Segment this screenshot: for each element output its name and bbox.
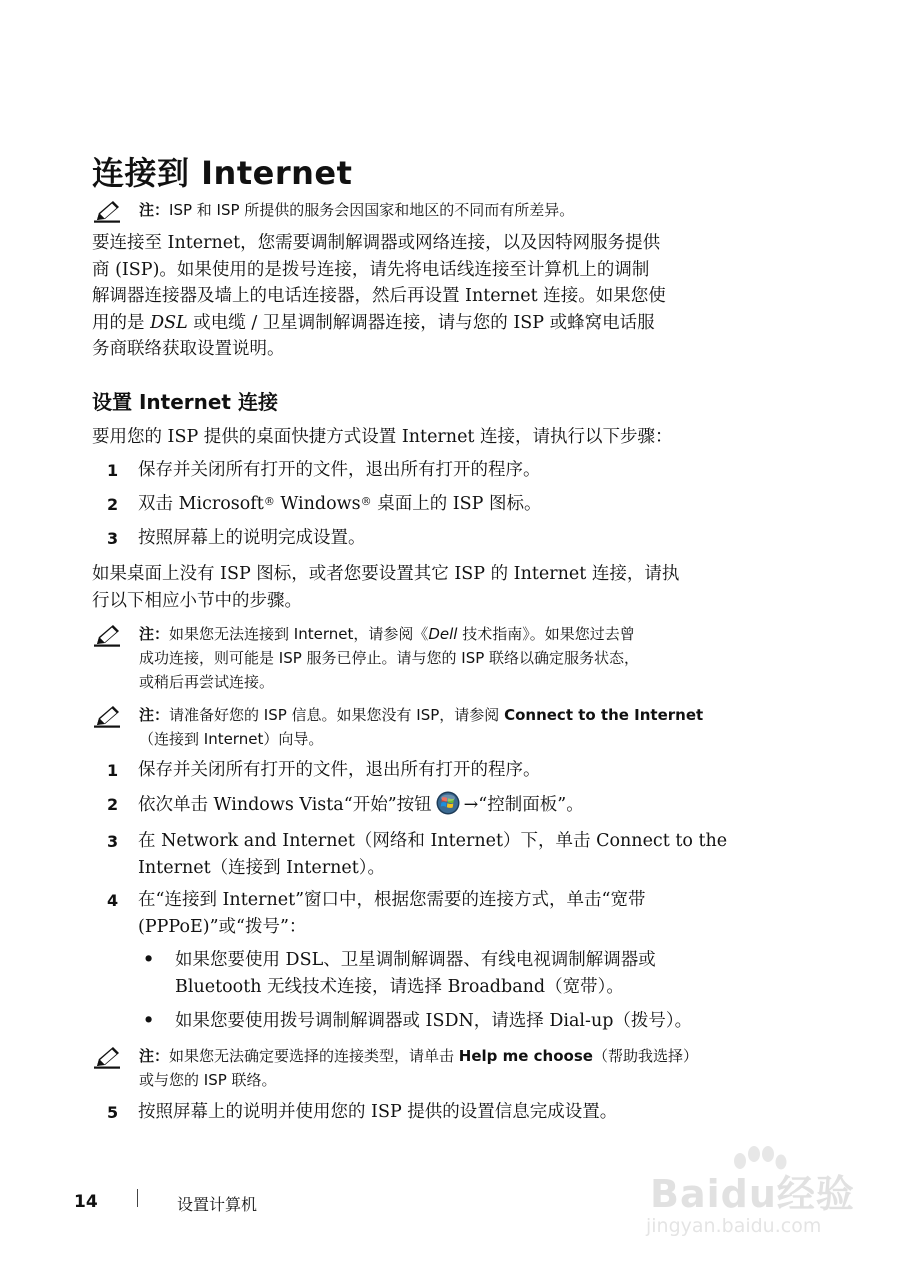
step-line: Internet（连接到 Internet）。 xyxy=(138,858,386,878)
text-run: 如果您无法连接到 Internet，请参阅《 xyxy=(169,625,429,643)
intro-line: 解调器连接器及墙上的电话连接器，然后再设置 Internet 连接。如果您使 xyxy=(92,286,666,306)
note-help-choose xyxy=(94,1044,784,1092)
page-title: 连接到 Internet xyxy=(92,154,353,192)
step-a-2 xyxy=(107,491,787,518)
intro-line xyxy=(92,310,782,337)
no-icon-paragraph xyxy=(92,561,782,614)
paragraph-line: 如果桌面上没有 ISP 图标，或者您要设置其它 ISP 的 Internet 连接，请执 xyxy=(92,564,680,584)
note-line: 或与您的 ISP 联络。 xyxy=(139,1071,277,1089)
step-number: 1 xyxy=(107,461,119,480)
step-number: 2 xyxy=(107,795,119,814)
baidu-watermark xyxy=(640,1145,855,1245)
paragraph-line: 行以下相应小节中的步骤。 xyxy=(92,590,302,611)
help-me-choose-term: Help me choose xyxy=(458,1047,593,1065)
note-line: 或稍后再尝试连接。 xyxy=(139,673,275,691)
pencil-note-icon xyxy=(94,623,122,647)
step-number: 5 xyxy=(107,1103,119,1122)
text-run: 用的是 xyxy=(92,312,151,333)
intro-paragraph xyxy=(92,230,782,363)
text-run: Windows xyxy=(274,494,361,514)
watermark-brand: Baidu经验 xyxy=(650,1172,855,1216)
text-run: 请准备好您的 ISP 信息。如果您没有 ISP，请参阅 xyxy=(169,706,505,724)
step-b-2 xyxy=(107,791,787,819)
bullet-text: 如果您要使用拨号调制解调器或 ISDN，请选择 Dial-up（拨号）。 xyxy=(175,1011,693,1031)
page-number: 14 xyxy=(74,1192,98,1212)
step-b-1 xyxy=(107,757,787,784)
intro-line: 要连接至 Internet，您需要调制解调器或网络连接，以及因特网服务提供 xyxy=(92,233,661,253)
footer-divider xyxy=(137,1189,138,1207)
wizard-name: Connect to the Internet xyxy=(504,706,704,724)
note-line: 成功连接，则可能是 ISP 服务已停止。请与您的 ISP 联络以确定服务状态， xyxy=(139,649,640,667)
note-cannot-connect xyxy=(94,622,784,694)
bullet-line: 如果您要使用 DSL、卫星调制解调器、有线电视调制解调器或 xyxy=(175,950,656,970)
step-line: 在“连接到 Internet”窗口中，根据您需要的连接方式，单击“宽带 xyxy=(138,890,646,910)
text-run: 依次单击 Windows Vista“开始”按钮 xyxy=(138,795,432,815)
text-run: 或电缆 / 卫星调制解调器连接，请与您的 ISP 或蜂窝电话服 xyxy=(187,312,655,333)
bullet-text xyxy=(175,947,783,1001)
note-prepare-isp xyxy=(94,703,784,751)
bullet-dot: • xyxy=(143,1011,155,1031)
text-run: →“控制面板”。 xyxy=(463,795,584,815)
step-text xyxy=(138,491,787,518)
note-line xyxy=(139,622,784,646)
intro-line: 商 (ISP)。如果使用的是拨号连接，请先将电话线连接至计算机上的调制 xyxy=(92,259,650,280)
text-run: 如果您无法确定要选择的连接类型，请单击 xyxy=(169,1047,459,1065)
pencil-note-icon xyxy=(94,199,122,223)
registered-mark: ® xyxy=(360,495,372,508)
note-isp-variation xyxy=(94,198,784,222)
watermark-url: jingyan.baidu.com xyxy=(646,1215,822,1237)
step-number: 4 xyxy=(107,891,119,910)
step-number: 2 xyxy=(107,495,119,514)
pencil-note-icon xyxy=(94,704,122,728)
step-text xyxy=(138,887,787,941)
text-run: （帮助我选择） xyxy=(592,1047,698,1065)
step-number: 1 xyxy=(107,761,119,780)
step-a-1 xyxy=(107,457,787,484)
windows-start-orb-icon xyxy=(436,791,460,815)
bullet-dialup xyxy=(143,1008,783,1035)
text-run: 桌面上的 ISP 图标。 xyxy=(371,494,542,514)
dsl-term: DSL xyxy=(150,312,188,333)
step-text: 保存并关闭所有打开的文件，退出所有打开的程序。 xyxy=(138,760,541,780)
step-text xyxy=(138,828,787,882)
bullet-dot: • xyxy=(143,950,155,970)
step-number: 3 xyxy=(107,832,119,851)
bullet-line: Bluetooth 无线技术连接，请选择 Broadband（宽带）。 xyxy=(175,977,624,997)
note-line xyxy=(139,1044,784,1068)
step-b-4 xyxy=(107,887,787,941)
step-number: 3 xyxy=(107,529,119,548)
bullet-broadband xyxy=(143,947,783,1001)
step-b-5 xyxy=(107,1099,787,1126)
section-title: 设置 Internet 连接 xyxy=(92,390,278,414)
note-label: 注： xyxy=(139,1047,170,1065)
note-label: 注： xyxy=(139,625,170,643)
note-label: 注： xyxy=(139,201,170,219)
section-intro: 要用您的 ISP 提供的桌面快捷方式设置 Internet 连接，请执行以下步骤： xyxy=(92,427,673,447)
step-line: 在 Network and Internet（网络和 Internet）下，单击 Connect to the xyxy=(138,831,728,851)
step-text xyxy=(138,791,787,819)
step-text: 按照屏幕上的说明完成设置。 xyxy=(138,528,366,548)
step-a-3 xyxy=(107,525,787,552)
step-b-3 xyxy=(107,828,787,882)
footer-section-title: 设置计算机 xyxy=(177,1195,258,1214)
dell-brand: Dell xyxy=(428,625,458,643)
step-line: (PPPoE)”或“拨号”： xyxy=(138,917,307,937)
note-text: ISP 和 ISP 所提供的服务会因国家和地区的不同而有所差异。 xyxy=(169,201,575,219)
text-run: 技术指南》。如果您过去曾 xyxy=(457,625,635,643)
note-line xyxy=(139,703,784,727)
pencil-note-icon xyxy=(94,1045,122,1069)
text-run: 双击 Microsoft xyxy=(138,494,264,514)
step-text: 保存并关闭所有打开的文件，退出所有打开的程序。 xyxy=(138,460,541,480)
note-label: 注： xyxy=(139,706,170,724)
registered-mark: ® xyxy=(263,495,275,508)
note-line: （连接到 Internet）向导。 xyxy=(139,730,324,748)
intro-line: 务商联络获取设置说明。 xyxy=(92,339,285,359)
step-text: 按照屏幕上的说明并使用您的 ISP 提供的设置信息完成设置。 xyxy=(138,1102,618,1122)
